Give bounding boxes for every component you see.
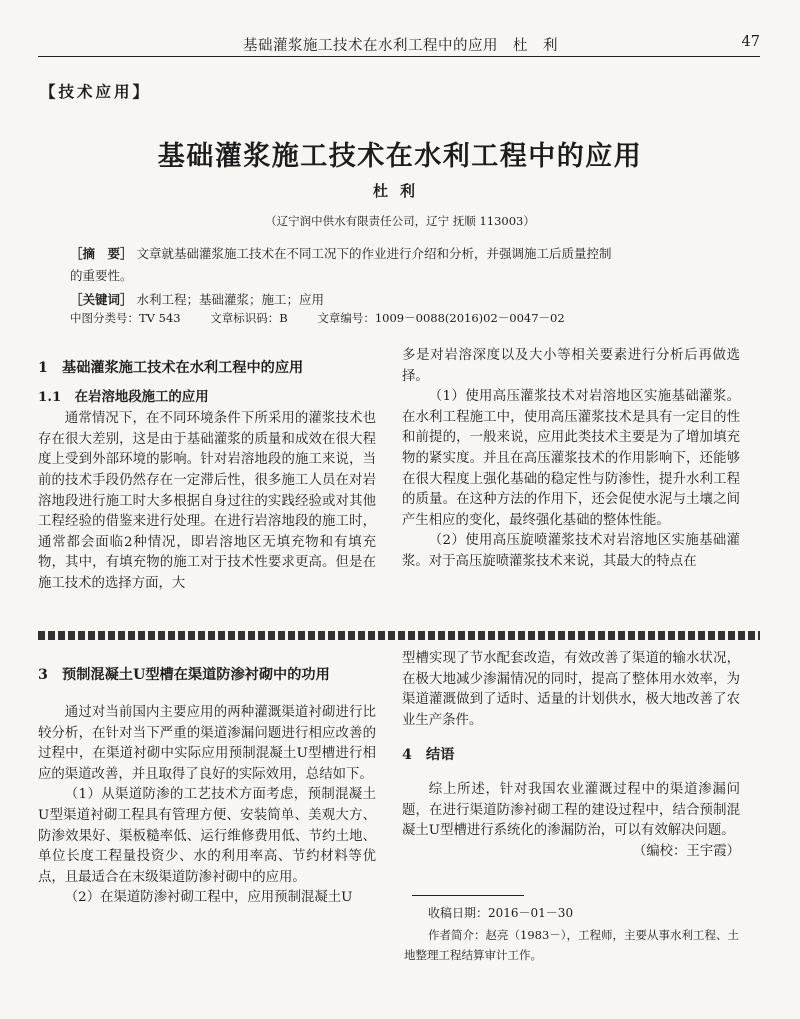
left-column-bottom <box>38 663 376 909</box>
paragraph: 综上所述，针对我国农业灌溉过程中的渠道渗漏问题，在进行渠道防渗衬砌工程的建设过程中，结合预制混凝土U型槽进行系统化的渗漏防治，可以有效解决问题。 <box>402 781 740 839</box>
footnote-rule <box>412 895 524 896</box>
section-tag: 【技术应用】 <box>40 82 152 101</box>
paragraph: （1）使用高压灌浆技术对岩溶地区实施基础灌浆。在水利工程施工中，使用高压灌浆技术是具有一定目的性和前提的，一般来说，应用此类技术主要是为了增加填充物的紧实度。并且在高压灌浆技术的作用影响下，还能够在很大程度上强化基础的稳定性与防渗性，提升水利工程的质量。在这种方法的作用下，还会促使水泥与土壤之间产生相应的变化，最终强化基础的整体性能。 <box>402 389 740 528</box>
right-column-bottom <box>402 649 740 862</box>
author-bio: 作者简介：赵亮（1983－），工程师，主要从事水利工程、土 <box>428 928 740 942</box>
section-heading-3: 3 预制混凝土U型槽在渠道防渗衬砌中的功用 <box>38 667 330 683</box>
running-header <box>38 34 760 57</box>
abstract-text-1: 文章就基础灌浆施工技术在不同工况下的作业进行介绍和分析，并强调施工后质量控制 <box>136 246 612 261</box>
abstract-label: ［摘 要］ <box>70 246 133 261</box>
paragraph: 型槽实现了节水配套改造，有效改善了渠道的输水状况，在极大地减少渗漏情况的同时，提高了整体用水效率，为渠道灌溉做到了适时、适量的计划供水，极大地改善了农业生产条件。 <box>402 651 740 728</box>
paragraph: （2）使用高压旋喷灌浆技术对岩溶地区实施基础灌浆。对于高压旋喷灌浆技术来说，其最大的特点在 <box>402 533 740 569</box>
separator-line <box>38 631 760 640</box>
abstract <box>70 244 612 262</box>
classification-line <box>70 310 591 326</box>
editor-credit: （编校：王宇霞） <box>632 843 740 859</box>
author: 杜利 <box>372 182 427 200</box>
paragraph: （1）从渠道防渗的工艺技术方面考虑，预制混凝土U型渠道衬砌工程具有管理方便、安装简单、美观大方、防渗效果好、渠板糙率低、运行维修费用低、节约土地、单位长度工程量投资少、水的利用率高、节约材料等优点，且最适合在末级渠道防渗衬砌中的应用。 <box>38 787 376 885</box>
article-number: 文章编号：1009－0088(2016)02－0047－02 <box>317 311 565 325</box>
author-bio-continued: 地整理工程结算审计工作。 <box>404 948 542 962</box>
section-heading-1: 1 基础灌浆施工技术在水利工程中的应用 <box>38 360 304 376</box>
right-column-top <box>402 346 740 573</box>
paragraph: 通常情况下，在不同环境条件下所采用的灌浆技术也存在很大差别，这是由于基础灌浆的质量和成效在很大程度上受到外部环境的影响。针对岩溶地段的施工来说，当前的技术手段仍然存在一定滞后性，很多施工人员在对岩溶地段进行施工时大多根据自身过往的实践经验或对其他工程经验的借鉴来进行处理。在进行岩溶地段的施工时，通常都会面临2种情况，即岩溶地区无填充物和有填充物，其中，有填充物的施工对于技术性要求更高。但是在施工技术的选择方面，大 <box>38 411 376 591</box>
paragraph: 多是对岩溶深度以及大小等相关要素进行分析后再做选择。 <box>402 348 740 384</box>
page-number: 47 <box>741 34 760 50</box>
paragraph: 通过对当前国内主要应用的两种灌溉渠道衬砌进行比较分析，在针对当下严重的渠道渗漏问题进行相应改善的过程中，在渠道衬砌中实际应用预制混凝土U型槽进行相应的渠道改善，并且取得了良好的实际效用，总结如下。 <box>38 705 376 782</box>
paper-title: 基础灌浆施工技术在水利工程中的应用 <box>157 141 643 172</box>
abstract-text-2: 的重要性。 <box>70 268 133 283</box>
running-title: 基础灌浆施工技术在水利工程中的应用 杜 利 <box>243 38 558 54</box>
subsection-heading-1-1: 1.1 在岩溶地段施工的应用 <box>38 388 209 405</box>
keywords <box>70 290 324 308</box>
clc-number: 中图分类号：TV 543 <box>70 311 181 325</box>
document-code: 文章标识码：B <box>210 311 288 325</box>
keywords-label: ［关键词］ <box>70 292 133 307</box>
paragraph: （2）在渠道防渗衬砌工程中，应用预制混凝土U <box>64 890 353 906</box>
left-column-top <box>38 358 376 595</box>
keywords-text: 水利工程；基础灌浆；施工；应用 <box>136 292 325 307</box>
affiliation: （辽宁润中供水有限责任公司，辽宁 抚顺 113003） <box>265 214 535 228</box>
received-date: 收稿日期：2016－01－30 <box>428 906 574 920</box>
section-heading-4: 4 结语 <box>402 747 455 764</box>
